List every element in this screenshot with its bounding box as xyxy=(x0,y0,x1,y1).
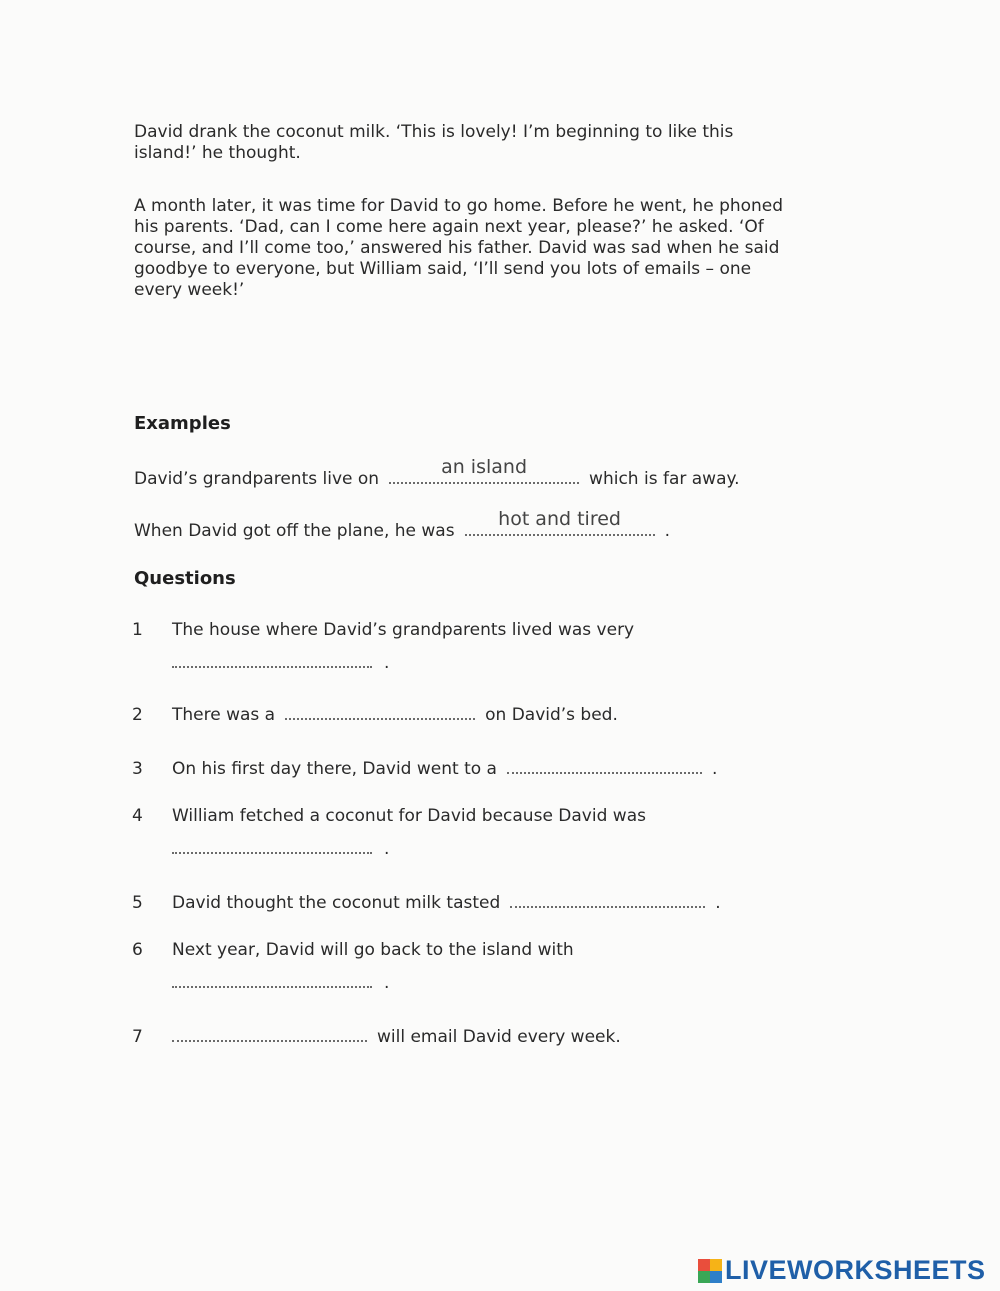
question-4-input[interactable] xyxy=(172,832,372,854)
question-2-number: 2 xyxy=(132,705,143,725)
question-6 xyxy=(132,940,574,960)
example-1-after: which is far away. xyxy=(589,469,740,489)
example-1 xyxy=(134,456,740,489)
logo-square-blue xyxy=(710,1271,722,1283)
question-3-number: 3 xyxy=(132,759,143,779)
liveworksheets-logo-text: LIVEWORKSHEETS xyxy=(725,1255,986,1285)
question-5-number: 5 xyxy=(132,893,143,913)
question-2-after: on David’s bed. xyxy=(485,705,618,725)
question-6-after: . xyxy=(384,973,390,993)
question-6-input[interactable] xyxy=(172,966,372,988)
question-3-input[interactable] xyxy=(507,752,702,774)
question-4-number: 4 xyxy=(132,806,143,826)
question-1-answer-row xyxy=(172,646,389,673)
question-4-after: . xyxy=(384,839,390,859)
question-7-input[interactable] xyxy=(172,1020,367,1042)
logo-square-red xyxy=(698,1259,710,1271)
story-paragraph-1: David drank the coconut milk. ‘This is lovely! I’m beginning to like this island!’ he thought. xyxy=(134,122,734,163)
questions-heading: Questions xyxy=(134,568,236,589)
logo-square-yellow xyxy=(710,1259,722,1271)
question-1-input[interactable] xyxy=(172,646,372,668)
examples-heading: Examples xyxy=(134,413,231,434)
question-1 xyxy=(132,620,634,640)
question-6-text: Next year, David will go back to the island with xyxy=(172,940,574,960)
question-2 xyxy=(132,698,618,725)
question-5 xyxy=(132,886,721,913)
question-6-number: 6 xyxy=(132,940,143,960)
liveworksheets-logo-icon xyxy=(698,1259,722,1283)
question-4-text: William fetched a coconut for David because David was xyxy=(172,806,646,826)
question-3 xyxy=(132,752,717,779)
question-2-before: There was a xyxy=(172,705,276,725)
example-2-answer: hot and tired xyxy=(498,508,621,530)
question-7-number: 7 xyxy=(132,1027,143,1047)
question-4-answer-row xyxy=(172,832,389,859)
example-2-after: . xyxy=(664,521,670,541)
question-5-before: David thought the coconut milk tasted xyxy=(172,893,501,913)
question-1-number: 1 xyxy=(132,620,143,640)
question-2-input[interactable] xyxy=(285,698,475,720)
question-3-after: . xyxy=(711,759,718,779)
example-1-blank xyxy=(389,456,579,484)
example-2-blank xyxy=(465,508,655,536)
example-2-before: When David got off the plane, he was xyxy=(134,521,455,541)
question-1-after: . xyxy=(384,653,390,673)
logo-square-green xyxy=(698,1271,710,1283)
question-5-input[interactable] xyxy=(510,886,705,908)
example-1-answer: an island xyxy=(441,456,528,478)
story-paragraph-2: A month later, it was time for David to go home. Before he went, he phoned his parents. ‘Dad, can I come here again next year, please?’ he asked. ‘Of course, and I’ll come too,’ answered his father. David was sad when he said goodbye to everyone, but William said, ‘I’ll send you lots of emails – one every week!’ xyxy=(134,196,784,300)
question-7 xyxy=(132,1020,621,1047)
example-1-before: David’s grandparents live on xyxy=(134,469,380,489)
question-3-before: On his first day there, David went to a xyxy=(172,759,497,779)
question-1-text: The house where David’s grandparents lived was very xyxy=(172,620,635,640)
question-6-answer-row xyxy=(172,966,389,993)
example-2 xyxy=(134,508,670,541)
liveworksheets-logo xyxy=(698,1255,986,1286)
question-5-after: . xyxy=(715,893,721,913)
question-4 xyxy=(132,806,646,826)
question-7-after: will email David every week. xyxy=(377,1027,621,1047)
